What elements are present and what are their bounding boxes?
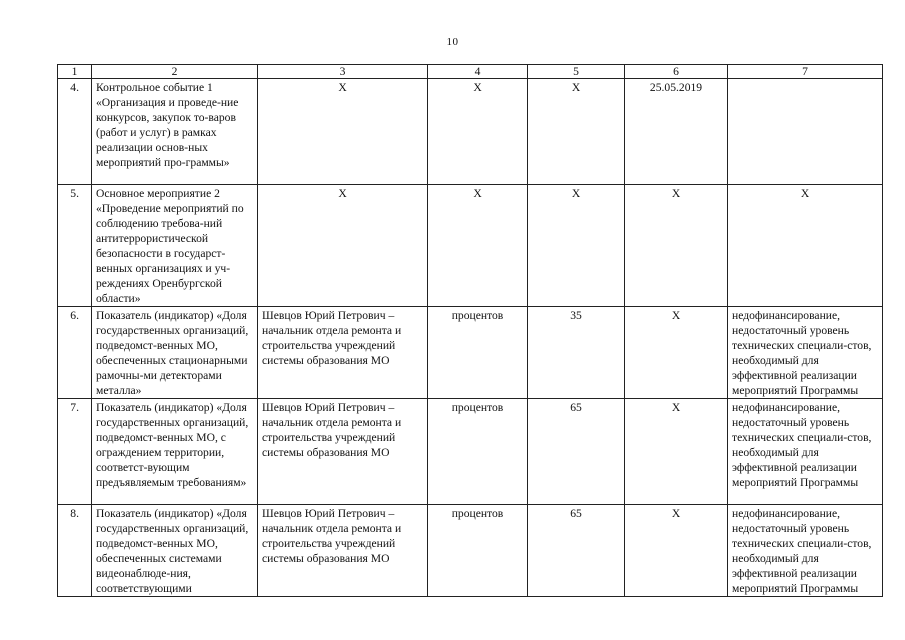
column-header: 2 — [92, 65, 258, 79]
table-row — [58, 79, 883, 185]
row-number: 4. — [58, 79, 92, 185]
column-header: 5 — [528, 65, 625, 79]
program-table — [57, 64, 883, 597]
row-reason — [728, 79, 883, 185]
row-reason: Х — [728, 185, 883, 307]
table-header-row — [58, 65, 883, 79]
row-responsible: Х — [258, 79, 428, 185]
row-date: Х — [625, 505, 728, 597]
page-number: 10 — [446, 36, 459, 48]
table-row — [58, 307, 883, 399]
row-date: Х — [625, 307, 728, 399]
row-responsible: Шевцов Юрий Петрович – начальник отдела ремонта и строительства учреждений системы образования МО — [258, 505, 428, 597]
row-value: Х — [528, 185, 625, 307]
row-value: 35 — [528, 307, 625, 399]
column-header: 7 — [728, 65, 883, 79]
row-number: 5. — [58, 185, 92, 307]
row-date: Х — [625, 185, 728, 307]
row-date: Х — [625, 399, 728, 505]
row-unit: процентов — [428, 505, 528, 597]
row-date: 25.05.2019 — [625, 79, 728, 185]
row-unit: Х — [428, 185, 528, 307]
table-row — [58, 185, 883, 307]
row-reason: недофинансирование, недостаточный уровень технических специали-стов, необходимый для эффективной реализации мероприятий Программы — [728, 399, 883, 505]
row-reason: недофинансирование, недостаточный уровень технических специали-стов, необходимый для эффективной реализации мероприятий Программы — [728, 505, 883, 597]
row-responsible: Шевцов Юрий Петрович – начальник отдела ремонта и строительства учреждений системы образования МО — [258, 307, 428, 399]
table-row — [58, 505, 883, 597]
row-unit: процентов — [428, 307, 528, 399]
column-header: 3 — [258, 65, 428, 79]
table-row — [58, 399, 883, 505]
row-name: Показатель (индикатор) «Доля государственных организаций, подведомст-венных МО, с ограждением территории, соответст-вующим предъявляемым требованиям» — [92, 399, 258, 505]
row-name: Основное мероприятие 2 «Проведение мероприятий по соблюдению требова-ний антитеррористической безопасности в государст-венных организациях и уч-реждениях Оренбургской области» — [92, 185, 258, 307]
row-number: 8. — [58, 505, 92, 597]
row-unit: Х — [428, 79, 528, 185]
column-header: 6 — [625, 65, 728, 79]
row-name: Показатель (индикатор) «Доля государственных организаций, подведомст-венных МО, обеспеченных стационарными рамочны-ми детекторами металла» — [92, 307, 258, 399]
row-number: 7. — [58, 399, 92, 505]
row-number: 6. — [58, 307, 92, 399]
row-value: 65 — [528, 399, 625, 505]
row-responsible: Х — [258, 185, 428, 307]
row-value: 65 — [528, 505, 625, 597]
row-name: Контрольное событие 1 «Организация и проведе-ние конкурсов, закупок то-варов (работ и услуг) в рамках реализации основ-ных мероприятий про-граммы» — [92, 79, 258, 185]
row-reason: недофинансирование, недостаточный уровень технических специали-стов, необходимый для эффективной реализации мероприятий Программы — [728, 307, 883, 399]
row-name: Показатель (индикатор) «Доля государственных организаций, подведомст-венных МО, обеспеченных системами видеонаблюде-ния, соответствующими — [92, 505, 258, 597]
row-value: Х — [528, 79, 625, 185]
column-header: 1 — [58, 65, 92, 79]
row-unit: процентов — [428, 399, 528, 505]
column-header: 4 — [428, 65, 528, 79]
row-responsible: Шевцов Юрий Петрович – начальник отдела ремонта и строительства учреждений системы образования МО — [258, 399, 428, 505]
